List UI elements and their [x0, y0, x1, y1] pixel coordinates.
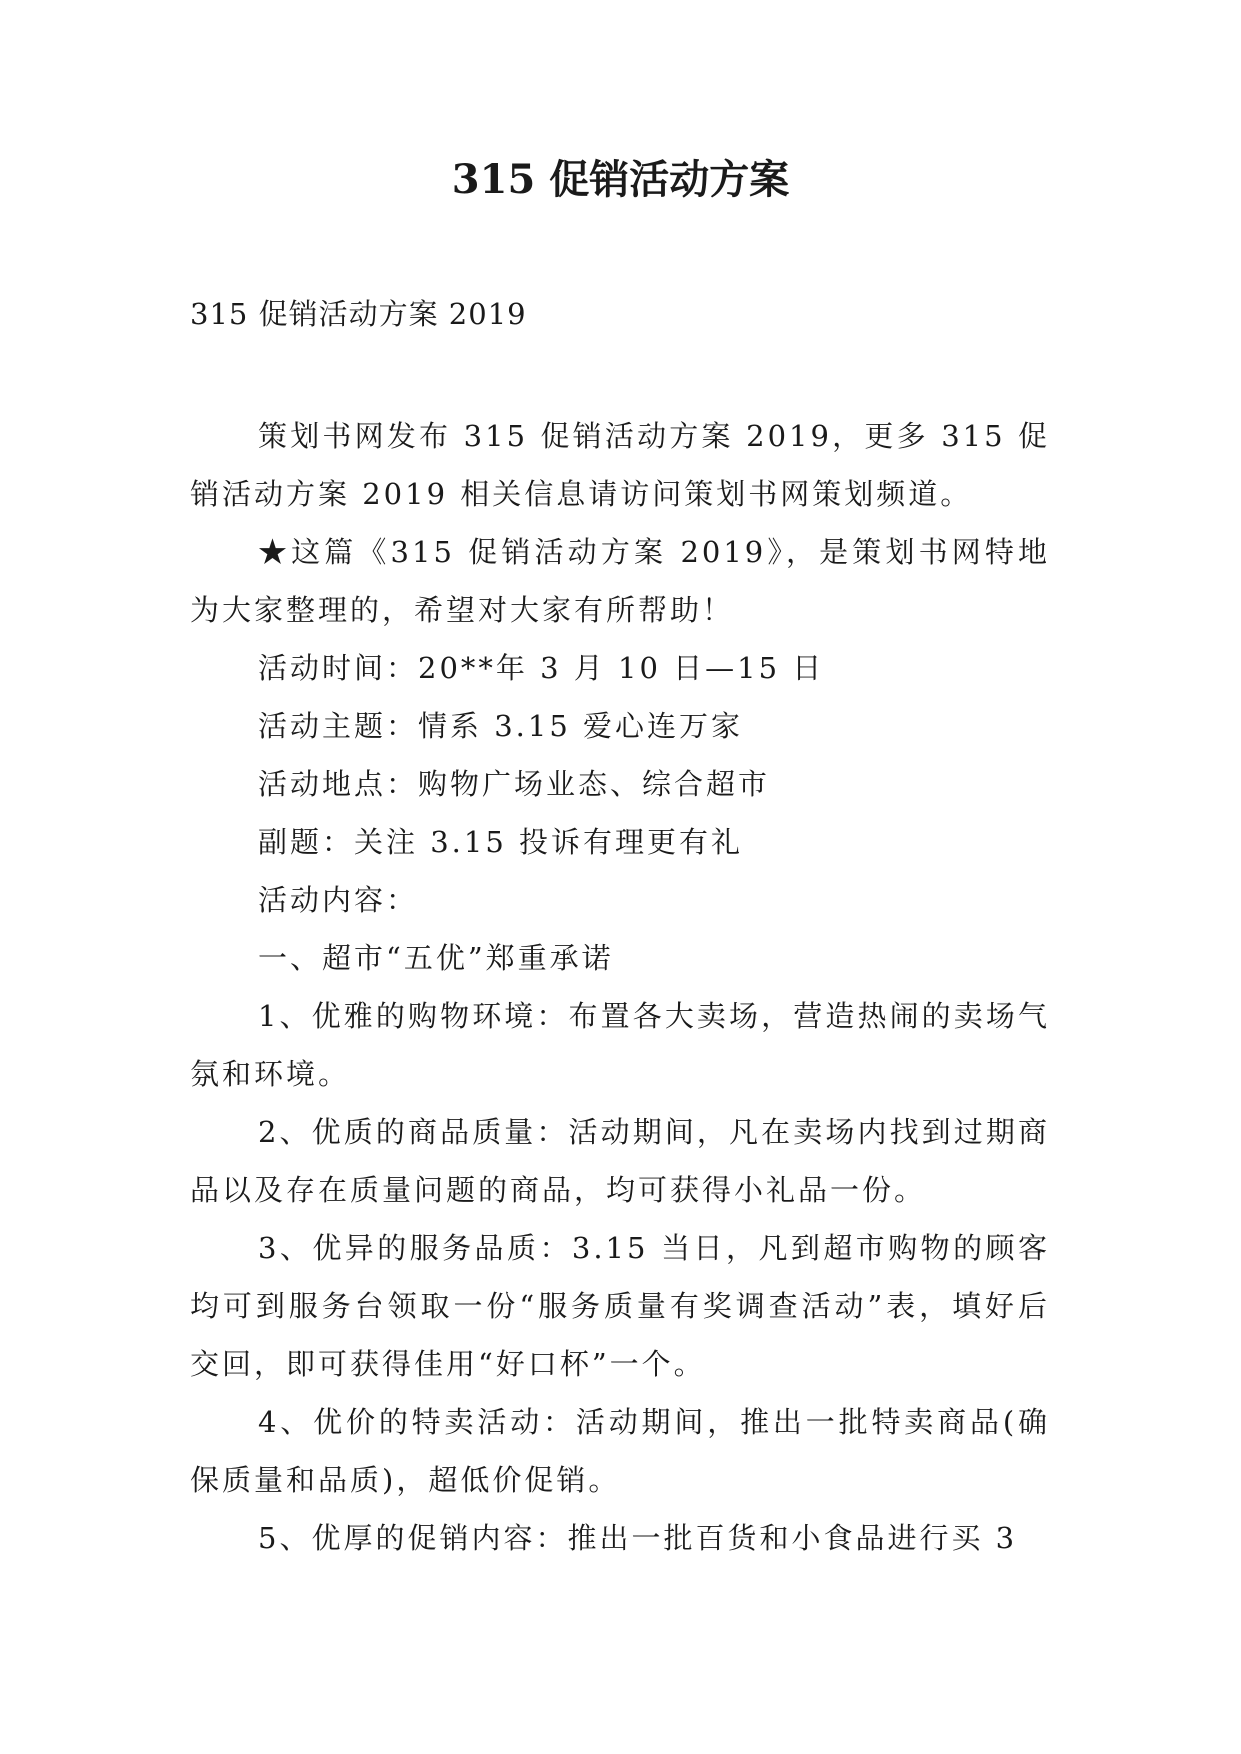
paragraph-activity-theme: 活动主题：情系 3.15 爱心连万家	[258, 709, 744, 743]
document-body	[190, 407, 1050, 1567]
paragraph-subtitle-line: 副题：关注 3.15 投诉有理更有礼	[258, 825, 744, 859]
document-subtitle: 315 促销活动方案 2019	[190, 297, 527, 331]
document-title: 315 促销活动方案	[451, 156, 790, 203]
paragraph-activity-content: 活动内容：	[258, 883, 419, 917]
paragraph-note: ★这篇《315 促销活动方案 2019》，是策划书网特地为大家整理的，希望对大家有所帮助！	[190, 535, 1050, 627]
paragraph-activity-time: 活动时间：20**年 3 月 10 日—15 日	[258, 651, 825, 685]
section-heading-five-promises: 一、超市“五优”郑重承诺	[258, 941, 614, 975]
list-item-quality: 2、优质的商品质量：活动期间，凡在卖场内找到过期商品以及存在质量问题的商品，均可获得小礼品一份。	[190, 1115, 1050, 1207]
list-item-promotion: 5、优厚的促销内容：推出一批百货和小食品进行买 3	[258, 1521, 1018, 1555]
list-item-environment: 1、优雅的购物环境：布置各大卖场，营造热闹的卖场气氛和环境。	[190, 999, 1050, 1091]
paragraph-intro: 策划书网发布 315 促销活动方案 2019，更多 315 促销活动方案 2019 相关信息请访问策划书网策划频道。	[190, 419, 1050, 511]
list-item-service: 3、优异的服务品质：3.15 当日，凡到超市购物的顾客均可到服务台领取一份“服务质量有奖调查活动”表，填好后交回，即可获得佳用“好口杯”一个。	[190, 1231, 1050, 1381]
paragraph-activity-location: 活动地点：购物广场业态、综合超市	[258, 767, 771, 801]
list-item-special-sale: 4、优价的特卖活动：活动期间，推出一批特卖商品(确保质量和品质)，超低价促销。	[190, 1405, 1050, 1497]
